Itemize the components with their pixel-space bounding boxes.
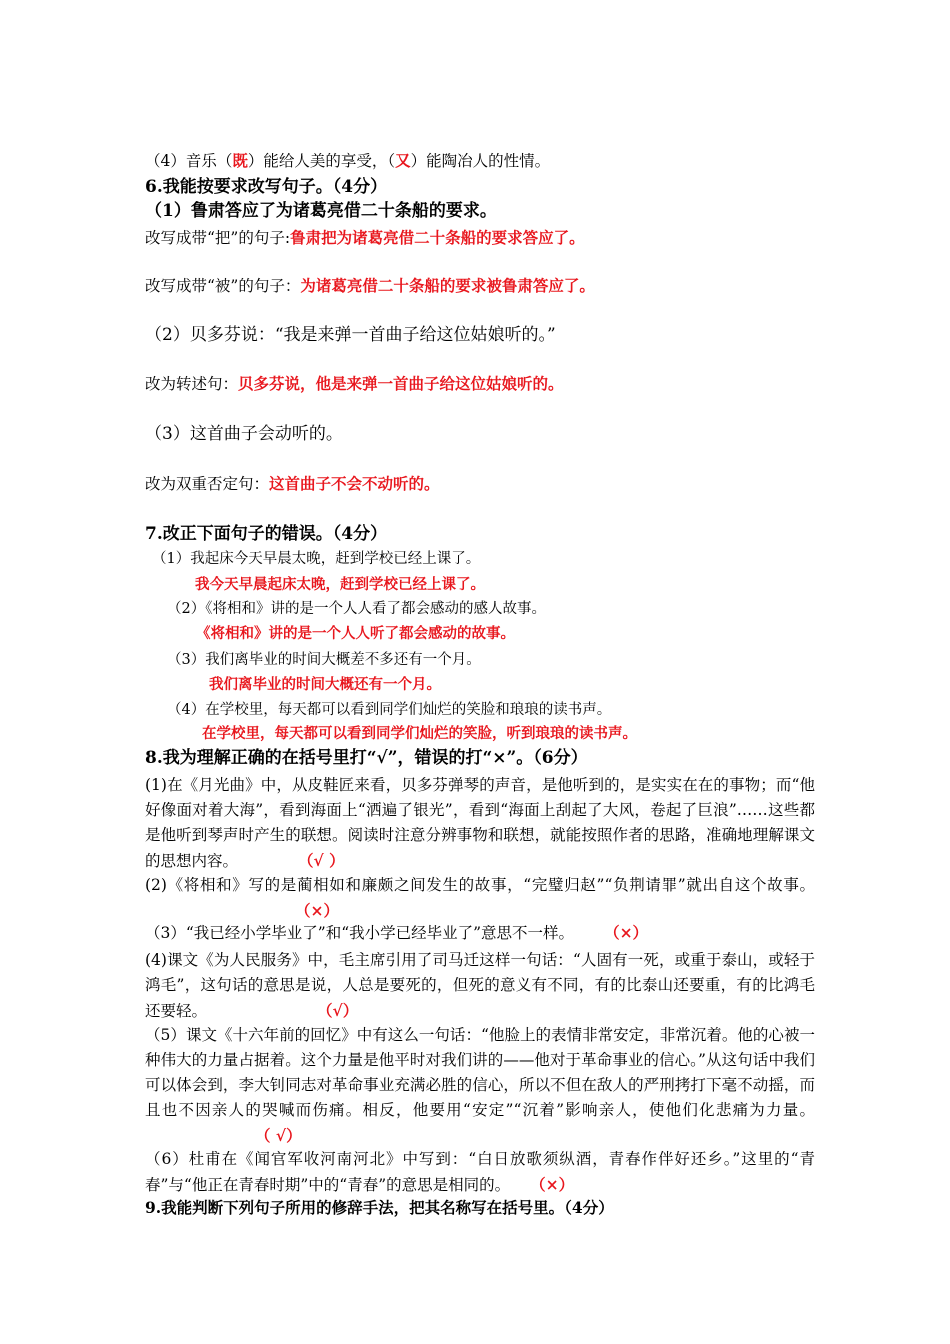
text: (2)《将相和》写的是蔺相如和廉颇之间发生的故事，“完璧归赵”“负荆请罪”就出自这个故事。	[145, 876, 815, 894]
judgement-mark: （×）	[604, 923, 649, 942]
answer: 贝多芬说，他是来弹一首曲子给这位姑娘听的。	[238, 374, 564, 393]
answer: 为诸葛亮借二十条船的要求被鲁肃答应了。	[300, 276, 595, 295]
q6-title: 6.我能按要求改写句子。（4分）	[145, 177, 388, 197]
answer-word: 又	[395, 151, 411, 170]
label: 改为转述句：	[145, 375, 239, 393]
label: 改写成带“被”的句子：	[145, 277, 301, 295]
q8-item-5	[145, 1023, 815, 1149]
q7-item-1: （1）我起床今天早晨太晚，赶到学校已经上课了。	[152, 551, 481, 567]
q6-answer-bei	[145, 276, 815, 296]
q6-answer-3	[145, 474, 815, 494]
q7-answer-3: 我们离毕业的时间大概还有一个月。	[209, 676, 441, 693]
q7-item-3: （3）我们离毕业的时间大概差不多还有一个月。	[167, 652, 481, 668]
judgement-mark: （ √）	[255, 1126, 302, 1145]
text: （4）音乐（	[145, 152, 233, 170]
q8-item-1	[145, 773, 815, 874]
q8-item-2	[145, 873, 815, 924]
q8-item-3	[145, 923, 815, 943]
text: ）能陶冶人的性情。	[410, 152, 551, 170]
answer: 鲁肃把为诸葛亮借二十条船的要求答应了。	[290, 228, 585, 247]
label: 改写成带“把”的句子:	[145, 229, 291, 247]
q7-title: 7.改正下面句子的错误。（4分）	[145, 524, 388, 544]
q6-answer-ba	[145, 228, 815, 248]
text: (4)课文《为人民服务》中，毛主席引用了司马迁这样一句话：“人固有一死，或重于泰山，或轻于鸿毛”，这句话的意思是说，人总是要死的，但死的意义有不同，有的比泰山还要重，有的比鸿毛还要轻。	[145, 951, 815, 1020]
q7-item-2: （2）《将相和》讲的是一个人人看了都会感动的感人故事。	[167, 601, 546, 617]
text: （3）“我已经小学毕业了”和“我小学已经毕业了”意思不一样。	[145, 924, 575, 942]
q5-item-4	[145, 151, 815, 171]
q7-item-4: （4）在学校里，每天都可以看到同学们灿烂的笑脸和琅琅的读书声。	[167, 702, 612, 718]
text: （5）课文《十六年前的回忆》中有这么一句话：“他脸上的表情非常安定，非常沉着。他的心被一种伟大的力量占据着。这个力量是他平时对我们讲的——他对于革命事业的信心。”从这句话中我们可以体会到，李大钊同志对革命事业充满必胜的信心，所以不但在敌人的严刑拷打下毫不动摇，而且也不因亲人的哭喊而伤痛。相反，他要用“安定”“沉着”影响亲人，使他们化悲痛为力量。	[145, 1026, 815, 1119]
text: （6）杜甫在《闻官军收河南河北》中写到：“白日放歌须纵酒，青春作伴好还乡。”这里的“青春”与“他正在青春时期”中的“青春”的意思是相同的。	[145, 1150, 815, 1194]
q6-sentence-1: （1）鲁肃答应了为诸葛亮借二十条船的要求。	[145, 201, 497, 221]
q7-answer-2: 《将相和》讲的是一个人人听了都会感动的故事。	[196, 625, 515, 642]
label: 改为双重否定句：	[145, 475, 270, 493]
judgement-mark: （√）	[317, 1001, 359, 1020]
q7-answer-1: 我今天早晨起床太晚，赶到学校已经上课了。	[195, 576, 485, 593]
judgement-mark: （×）	[530, 1175, 575, 1194]
answer-word: 既	[232, 151, 248, 170]
answer: 这首曲子不会不动听的。	[269, 474, 440, 493]
text: (1)在《月光曲》中，从皮鞋匠来看，贝多芬弹琴的声音，是他听到的，是实实在在的事物；而“他好像面对着大海”，看到海面上“洒遍了银光”，看到“海面上刮起了大风，卷起了巨浪”……这些都是他听到琴声时产生的联想。阅读时注意分辨事物和联想，就能按照作者的思路，准确地理解课文的思想内容。	[145, 776, 815, 870]
judgement-mark: （√ ）	[298, 851, 345, 870]
q8-item-4	[145, 948, 815, 1024]
q6-answer-2	[145, 374, 815, 394]
q8-item-6	[145, 1147, 815, 1198]
q8-title: 8.我为理解正确的在括号里打“√”，错误的打“×”。（6分）	[145, 748, 588, 768]
q9-title: 9.我能判断下列句子所用的修辞手法，把其名称写在括号里。（4分）	[145, 1198, 614, 1217]
q7-answer-4: 在学校里，每天都可以看到同学们灿烂的笑脸，听到琅琅的读书声。	[202, 725, 637, 742]
q6-sentence-2: （2）贝多芬说：“我是来弹一首曲子给这位姑娘听的。”	[145, 325, 556, 345]
text: ）能给人美的享受，（	[247, 152, 396, 170]
judgement-mark: （×）	[295, 901, 339, 920]
q6-sentence-3: （3）这首曲子会动听的。	[145, 424, 343, 444]
